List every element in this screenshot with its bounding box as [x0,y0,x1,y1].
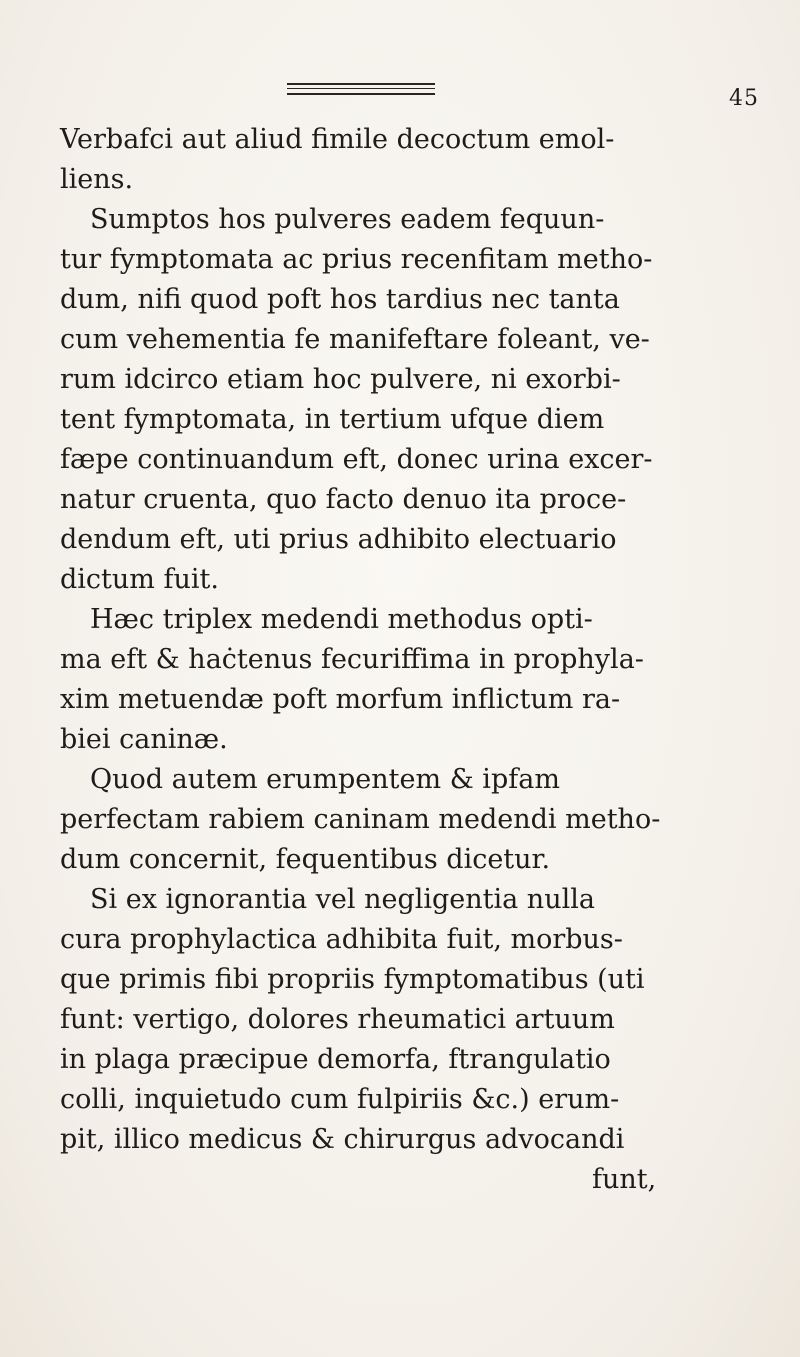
text-line: cura prophylactica adhibita fuit, morbus- [60,924,623,955]
text-line: dendum eft, uti prius adhibito electuario [60,524,617,555]
text-line: tent fymptomata, in tertium ufque diem [60,404,605,435]
text-line: perfectam rabiem caninam medendi metho- [60,804,661,835]
header-rule-ornament [287,83,435,97]
text-line: biei caninæ. [60,724,228,755]
page-number: 45 [729,86,759,111]
text-line: dictum fuit. [60,564,219,595]
text-line: natur cruenta, quo facto denuo ita proce- [60,484,627,515]
text-line: colli, inquietudo cum fulpiriis &c.) erum- [60,1084,620,1115]
text-line: rum idcirco etiam hoc pulvere, ni exorbi- [60,364,621,395]
text-line: fæpe continuandum eft, donec urina excer- [60,444,653,475]
text-line: dum concernit, fequentibus dicetur. [60,844,551,875]
text-line: dum, nifi quod poft hos tardius nec tanta [60,284,620,315]
text-line: tur fymptomata ac prius recenfitam metho- [60,244,653,275]
text-line: liens. [60,164,134,195]
text-line: Verbafci aut aliud fimile decoctum emol- [60,124,615,155]
text-line: xim metuendæ poft morfum inflictum ra- [60,684,621,715]
text-line: Hæc triplex medendi methodus opti- [90,604,593,635]
text-line: ma eft & haċtenus fecuriffima in prophyla- [60,644,644,675]
text-line: que primis fibi propriis fymptomatibus (uti [60,964,645,995]
text-line: Quod autem erumpentem & ipfam [90,764,560,795]
catchword: funt, [592,1164,657,1195]
text-line: funt: vertigo, dolores rheumatici artuum [60,1004,615,1035]
text-line: in plaga præcipue demorfa, ftrangulatio [60,1044,611,1075]
text-line: Sumptos hos pulveres eadem fequun- [90,204,605,235]
text-line: Si ex ignorantia vel negligentia nulla [90,884,595,915]
text-line: pit, illico medicus & chirurgus advocandi [60,1124,625,1155]
text-line: cum vehementia fe manifeftare foleant, ve- [60,324,650,355]
